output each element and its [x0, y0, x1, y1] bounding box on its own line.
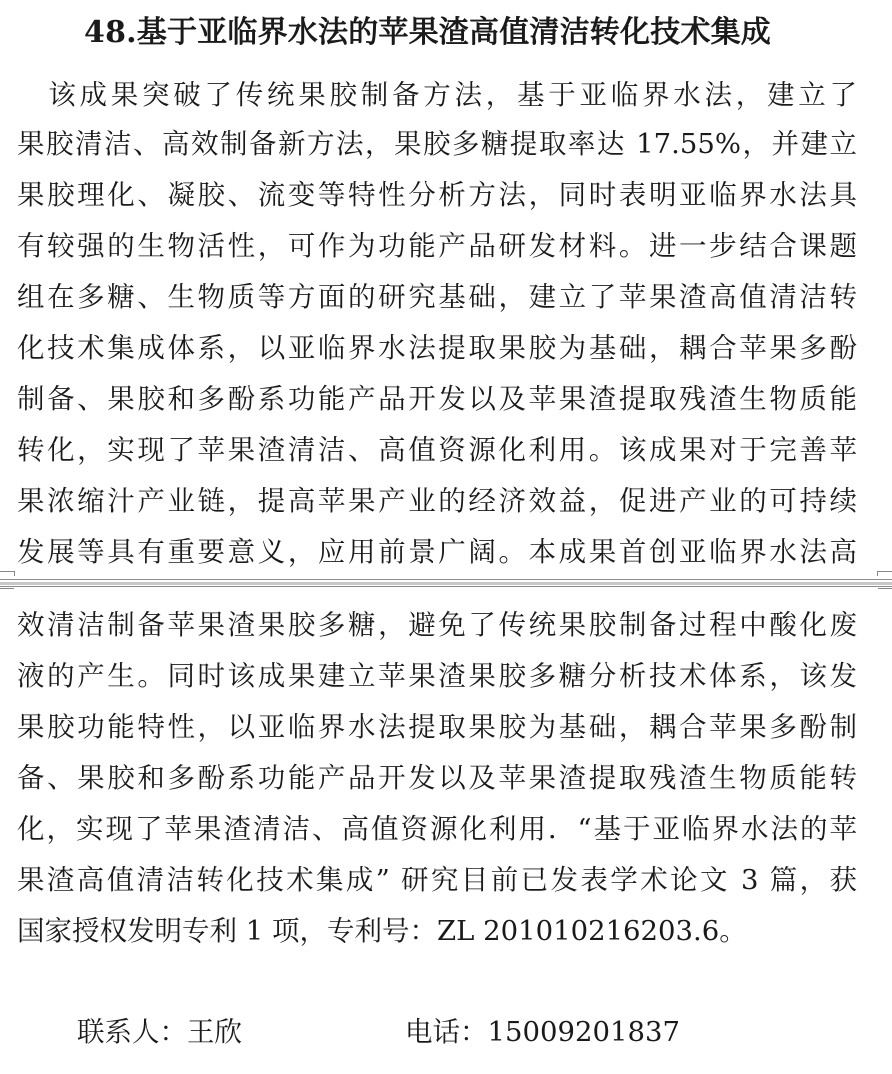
text-line: 制备、果胶和多酚系功能产品开发以及苹果渣提取残渣生物质能	[17, 383, 857, 415]
text-line: 备、果胶和多酚系功能产品开发以及苹果渣提取残渣生物质能转	[17, 762, 857, 794]
text-line: 化，实现了苹果渣清洁、高值资源化利用．“基于亚临界水法的苹	[17, 813, 857, 845]
text-line: 液的产生。同时该成果建立苹果渣果胶多糖分析技术体系，该发	[17, 660, 857, 692]
text-line: 国家授权发明专利 1 项，专利号：ZL 201010216203.6。	[17, 915, 747, 947]
text-line: 有较强的生物活性，可作为功能产品研发材料。进一步结合课题	[17, 230, 857, 262]
text-line: 果胶理化、凝胶、流变等特性分析方法，同时表明亚临界水法具	[17, 179, 857, 211]
contact-person: 联系人：王欣	[77, 1016, 242, 1048]
text-line: 果渣高值清洁转化技术集成” 研究目前已发表学术论文 3 篇，获	[17, 864, 857, 896]
document-title: 48.基于亚临界水法的苹果渣高值清洁转化技术集成	[84, 15, 771, 50]
text-line: 化技术集成体系，以亚临界水法提取果胶为基础，耦合苹果多酚	[17, 332, 857, 364]
text-line: 效清洁制备苹果渣果胶多糖，避免了传统果胶制备过程中酸化废	[17, 609, 857, 641]
text-line: 发展等具有重要意义，应用前景广阔。本成果首创亚临界水法高	[17, 536, 857, 568]
text-line: 转化，实现了苹果渣清洁、高值资源化利用。该成果对于完善苹	[17, 434, 857, 466]
contact-phone: 电话：15009201837	[405, 1016, 680, 1048]
page-break-separator	[0, 576, 892, 588]
text-line: 果胶清洁、高效制备新方法，果胶多糖提取率达 17.55%，并建立	[17, 128, 857, 160]
text-line: 果胶功能特性，以亚临界水法提取果胶为基础，耦合苹果多酚制	[17, 711, 857, 743]
text-line: 该成果突破了传统果胶制备方法，基于亚临界水法，建立了	[17, 79, 857, 111]
text-line: 果浓缩汁产业链，提高苹果产业的经济效益，促进产业的可持续	[17, 485, 857, 517]
text-line: 组在多糖、生物质等方面的研究基础，建立了苹果渣高值清洁转	[17, 281, 857, 313]
